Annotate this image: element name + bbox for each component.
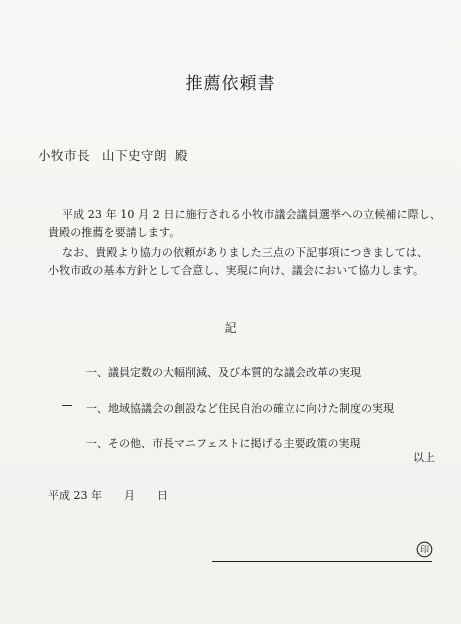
body-line-2: 貴殿の推薦を要請します。 [48,226,181,239]
stray-dash-mark [62,405,72,406]
date-day: 日 [157,489,168,502]
body-line-3: なお、貴殿より協力の依頼がありました三点の下記事項につきましては、 [62,246,429,259]
body-line-4: 小牧市政の基本方針として合意し、実現に向け、議会において協力します。 [48,264,425,277]
date-month: 月 [124,489,135,502]
addressee-honorific: 殿 [175,148,189,163]
body-line-1: 平成 23 年 10 月 2 日に施行される小牧市議会議員選挙への立候補に際し、 [62,208,441,221]
addressee-org: 小牧市長 [38,148,91,163]
addressee [38,146,188,164]
date-year: 平成 23 年 [48,489,102,502]
date-line [48,487,168,503]
signature-line [212,561,432,562]
closing-mark: 以上 [413,451,435,464]
seal-icon [416,541,433,558]
list-item: 一、地域協議会の創設など住民自治の確立に向けた制度の実現 [86,402,394,415]
seal-char: 印 [419,545,430,556]
document-title: 推薦依頼書 [185,74,276,94]
list-item: 一、議員定数の大幅削減、及び本質的な議会改革の実現 [86,366,361,379]
addressee-name: 山下史守朗 [102,148,168,163]
ki-heading: 記 [224,321,237,335]
list-item: 一、その他、市長マニフェストに掲げる主要政策の実現 [86,437,361,450]
